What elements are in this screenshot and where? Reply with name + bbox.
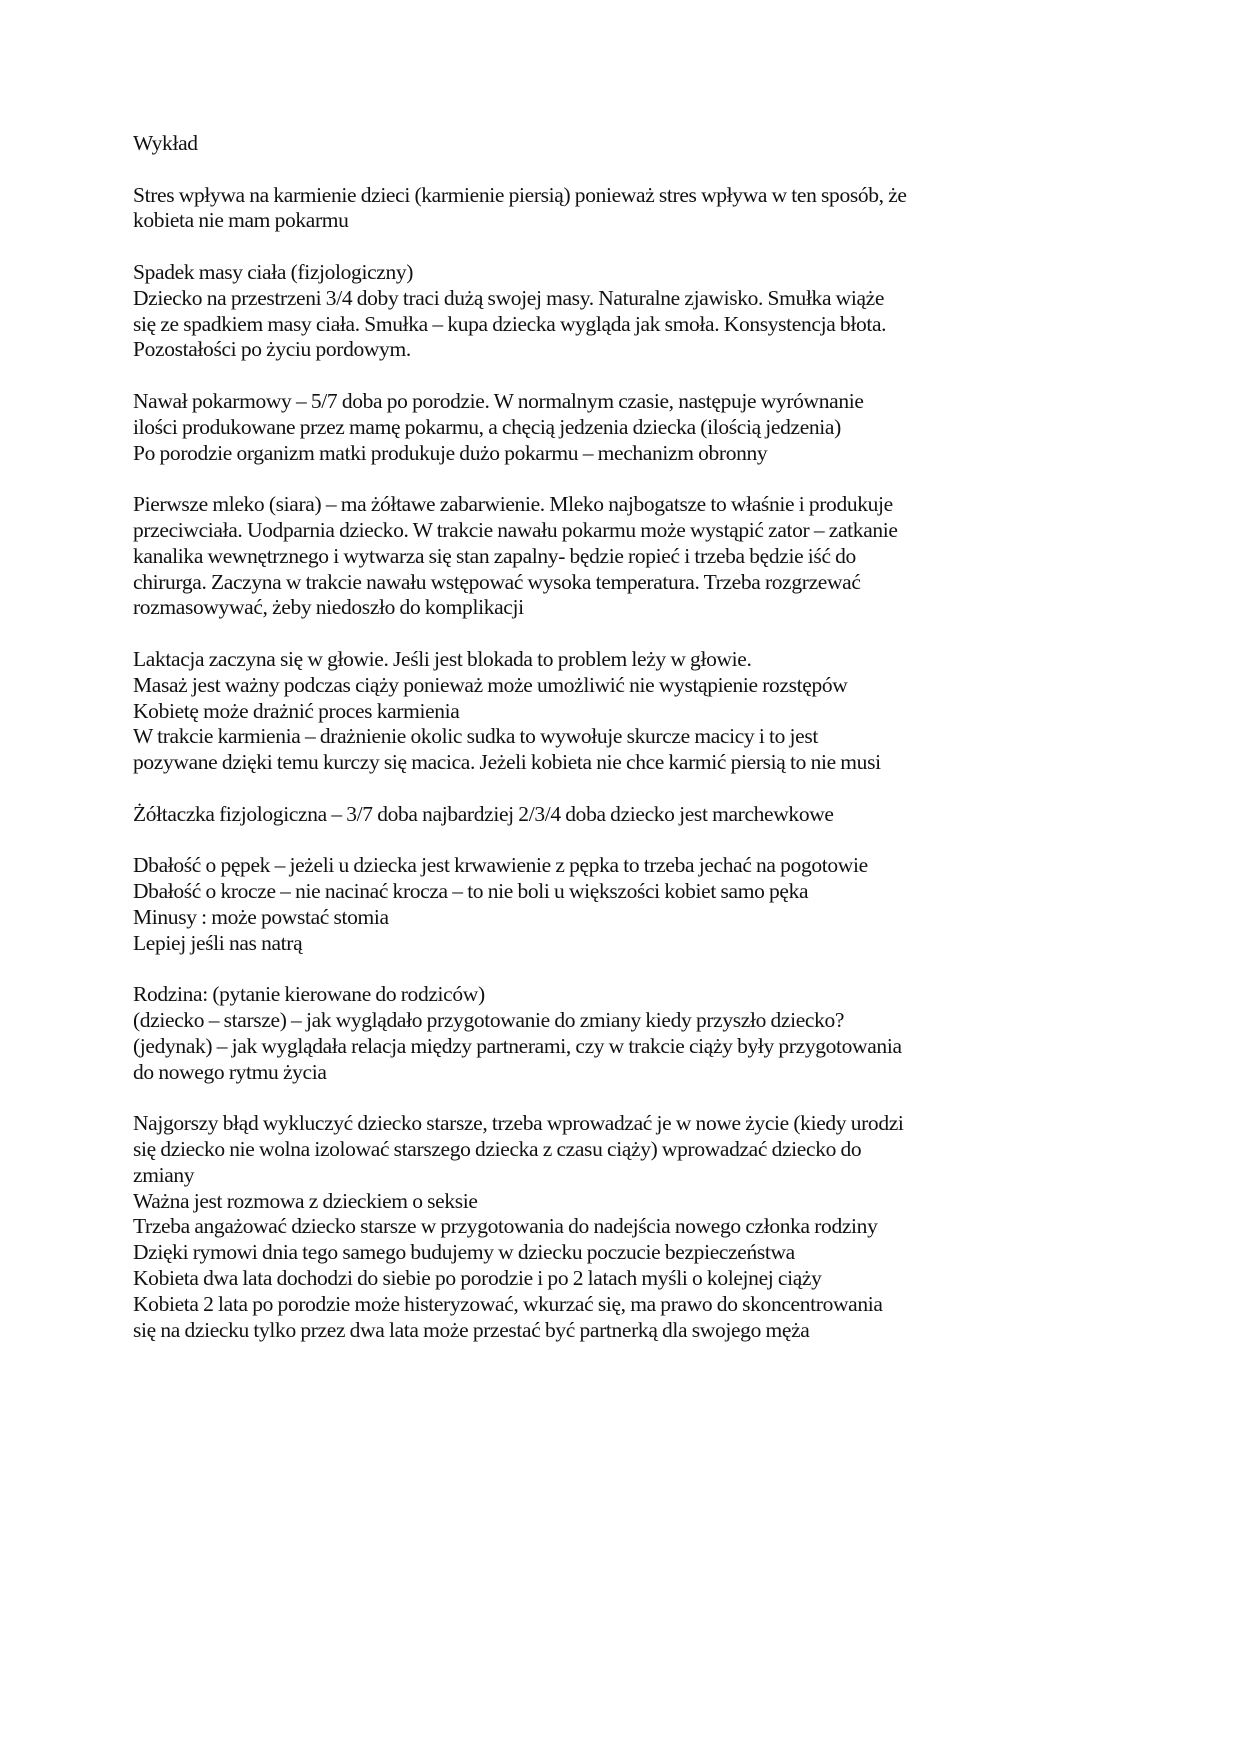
- paragraph-milk-surge: [133, 389, 993, 466]
- text-line: (dziecko – starsze) – jak wyglądało przygotowanie do zmiany kiedy przyszło dziecko?: [133, 1008, 845, 1033]
- section-heading: Spadek masy ciała (fizjologiczny): [133, 259, 414, 284]
- text-line: Trzeba angażować dziecko starsze w przygotowania do nadejścia nowego członka rodziny: [133, 1214, 878, 1239]
- text-line: (jedynak) – jak wyglądała relacja między partnerami, czy w trakcie ciąży były przygotowania: [133, 1033, 902, 1058]
- text-line: Dziecko na przestrzeni 3/4 doby traci dużą swojej masy. Naturalne zjawisko. Smułka wiąże: [133, 285, 885, 310]
- text-line: Lepiej jeśli nas natrą: [133, 930, 303, 955]
- text-line: Żółtaczka fizjologiczna – 3/7 doba najbardziej 2/3/4 doba dziecko jest marchewkowe: [133, 801, 834, 826]
- text-line: Najgorszy błąd wykluczyć dziecko starsze, trzeba wprowadzać je w nowe życie (kiedy urodzi: [133, 1111, 904, 1136]
- document-title: Wykład: [133, 131, 198, 155]
- paragraph-care: [133, 853, 993, 956]
- text-line: Nawał pokarmowy – 5/7 doba po porodzie. W normalnym czasie, następuje wyrównanie: [133, 388, 864, 413]
- text-line: Kobietę może drażnić proces karmienia: [133, 698, 460, 723]
- paragraph-older-child: [133, 1111, 993, 1343]
- text-line: chirurga. Zaczyna w trakcie nawału wstępować wysoka temperatura. Trzeba rozgrzewać: [133, 569, 861, 594]
- text-line: Laktacja zaczyna się w głowie. Jeśli jest blokada to problem leży w głowie.: [133, 646, 752, 671]
- paragraph-first-milk: [133, 492, 993, 621]
- text-line: Kobieta dwa lata dochodzi do siebie po porodzie i po 2 latach myśli o kolejnej ciąży: [133, 1266, 822, 1291]
- text-line: się dziecko nie wolna izolować starszego dziecka z czasu ciąży) wprowadzać dziecko do: [133, 1137, 862, 1162]
- text-line: Pozostałości po życiu pordowym.: [133, 337, 411, 362]
- text-line: rozmasowywać, żeby niedoszło do komplikacji: [133, 595, 524, 620]
- paragraph-family: [133, 982, 993, 1085]
- text-line: przeciwciała. Uodparnia dziecko. W trakcie nawału pokarmu może wystąpić zator – zatkanie: [133, 517, 898, 542]
- text-line: Pierwsze mleko (siara) – ma żółtawe zabarwienie. Mleko najbogatsze to właśnie i produkuje: [133, 492, 893, 517]
- text-line: Po porodzie organizm matki produkuje dużo pokarmu – mechanizm obronny: [133, 440, 768, 465]
- text-line: ilości produkowane przez mamę pokarmu, a chęcią jedzenia dziecka (ilością jedzenia): [133, 414, 841, 439]
- paragraph-jaundice: [133, 802, 993, 828]
- text-line: do nowego rytmu życia: [133, 1059, 327, 1084]
- text-line: Dzięki rymowi dnia tego samego budujemy w dziecku poczucie bezpieczeństwa: [133, 1240, 795, 1265]
- text-line: zmiany: [133, 1162, 195, 1187]
- text-line: kanalika wewnętrznego i wytwarza się stan zapalny- będzie ropieć i trzeba będzie iść do: [133, 543, 856, 568]
- text-line: się na dziecku tylko przez dwa lata może przestać być partnerką dla swojego męża: [133, 1317, 810, 1342]
- text-line: Ważna jest rozmowa z dzieckiem o seksie: [133, 1188, 478, 1213]
- text-line: Dbałość o pępek – jeżeli u dziecka jest krwawienie z pępka to trzeba jechać na pogotowie: [133, 853, 868, 878]
- paragraph-weight-loss: [133, 260, 993, 363]
- text-line: Stres wpływa na karmienie dzieci (karmienie piersią) ponieważ stres wpływa w ten sposób, że: [133, 182, 907, 207]
- document-body: [133, 131, 993, 1369]
- text-line: W trakcie karmienia – drażnienie okolic sudka to wywołuje skurcze macicy i to jest: [133, 724, 818, 749]
- text-line: pozywane dzięki temu kurczy się macica. Jeżeli kobieta nie chce karmić piersią to nie musi: [133, 750, 881, 775]
- text-line: Masaż jest ważny podczas ciąży ponieważ może umożliwić nie wystąpienie rozstępów: [133, 672, 848, 697]
- paragraph-stress: [133, 183, 993, 235]
- text-line: kobieta nie mam pokarmu: [133, 208, 349, 233]
- text-line: się ze spadkiem masy ciała. Smułka – kupa dziecka wygląda jak smoła. Konsystencja błota.: [133, 311, 887, 336]
- section-heading: Rodzina: (pytanie kierowane do rodziców): [133, 982, 485, 1007]
- paragraph-lactation: [133, 647, 993, 776]
- text-line: Minusy : może powstać stomia: [133, 904, 389, 929]
- text-line: Kobieta 2 lata po porodzie może histeryzować, wkurzać się, ma prawo do skoncentrowania: [133, 1291, 883, 1316]
- text-line: Dbałość o krocze – nie nacinać krocza – to nie boli u większości kobiet samo pęka: [133, 879, 809, 904]
